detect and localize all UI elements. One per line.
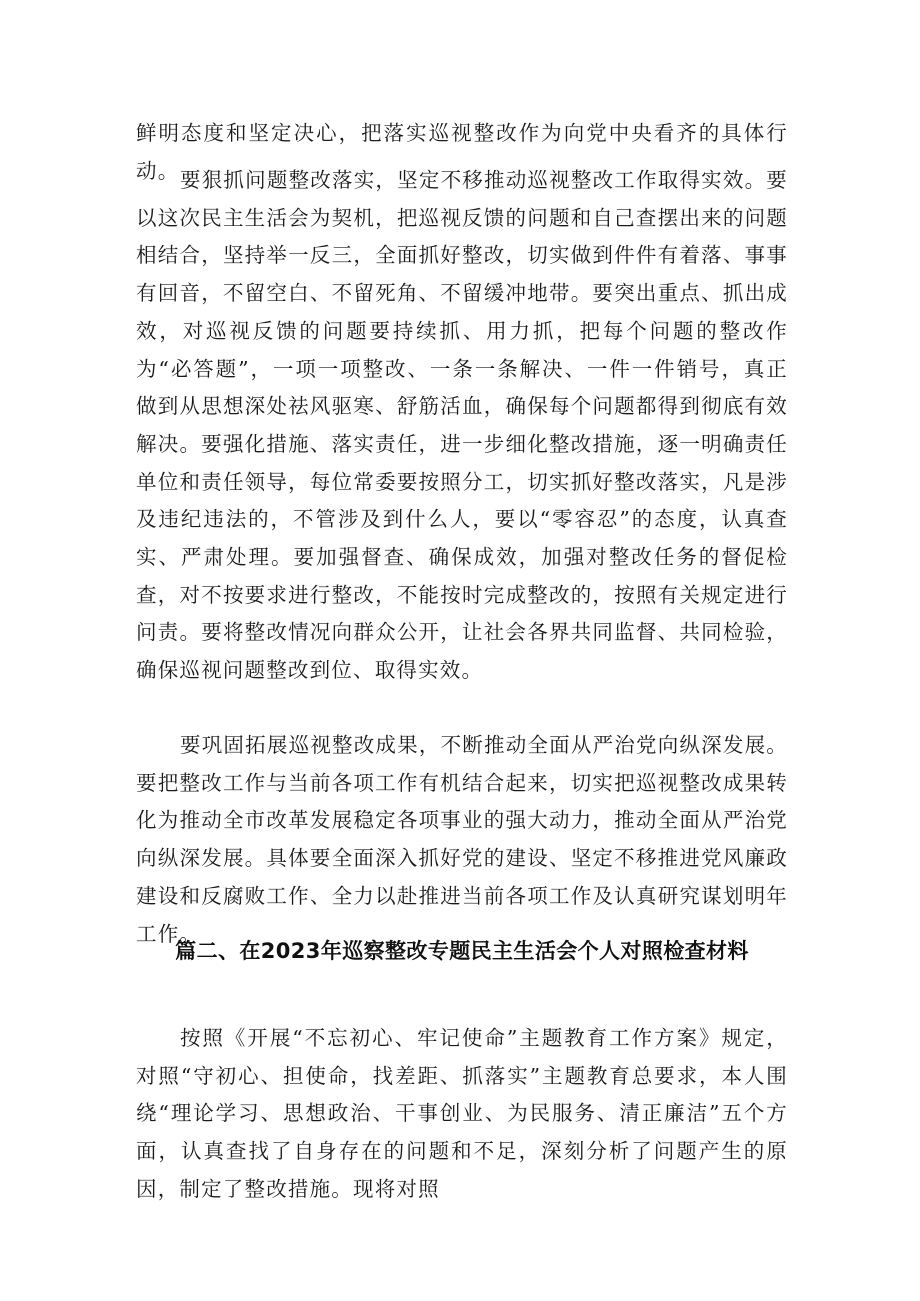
paragraph-consolidate-results: 要巩固拓展巡视整改成果，不断推动全面从严治党向纵深发展。要把整改工作与当前各项工作有机结合起来，切实把巡视整改成果转化为推动全市改革发展稳定各项事业的强大动力，推动全面从严治党向纵深发展。具体要全面深入抓好党的建设、坚定不移推进党风廉政建设和反腐败工作、全力以赴推进当前各项工作及认真研究谋划明年工作。 [136, 733, 788, 946]
section-title: 篇二、在2023年巡察整改专题民主生活会个人对照检查材料 [175, 939, 749, 963]
paragraph-continuation: 鲜明态度和坚定决心，把落实巡视整改作为向党中央看齐的具体行动。 [136, 121, 788, 183]
paragraph-rectification-implementation: 要狠抓问题整改落实，坚定不移推动巡视整改工作取得实效。要以这次民主生活会为契机，把巡视反馈的问题和自己查摆出来的问题相结合，坚持举一反三，全面抓好整改，切实做到件件有着落、事事有回音，不留空白、不留死角、不留缓冲地带。要突出重点、抓出成效，对巡视反馈的问题要持续抓、用力抓，把每个问题的整改作为“必答题”，一项一项整改、一条一条解决、一件一件销号，真正做到从思想深处祛风驱寒、舒筋活血，确保每个问题都得到彻底有效解决。要强化措施、落实责任，进一步细化整改措施，逐一明确责任单位和责任领导，每位常委要按照分工，切实抓好整改落实，凡是涉及违纪违法的，不管涉及到什么人，要以“零容忍”的态度，认真查实、严肃处理。要加强督查、确保成效，加强对整改任务的督促检查，对不按要求进行整改，不能按时完成整改的，按照有关规定进行问责。要将整改情况向群众公开，让社会各界共同监督、共同检验，确保巡视问题整改到位、取得实效。 [136, 168, 788, 683]
paragraph-introduction: 按照《开展“不忘初心、牢记使命”主题教育工作方案》规定，对照“守初心、担使命，找差距、抓落实”主题教育总要求，本人围绕“理论学习、思想政治、干事创业、为民服务、清正廉洁”五个方面，认真查找了自身存在的问题和不足，深刻分析了问题产生的原因，制定了整改措施。现将对照 [136, 1026, 788, 1201]
